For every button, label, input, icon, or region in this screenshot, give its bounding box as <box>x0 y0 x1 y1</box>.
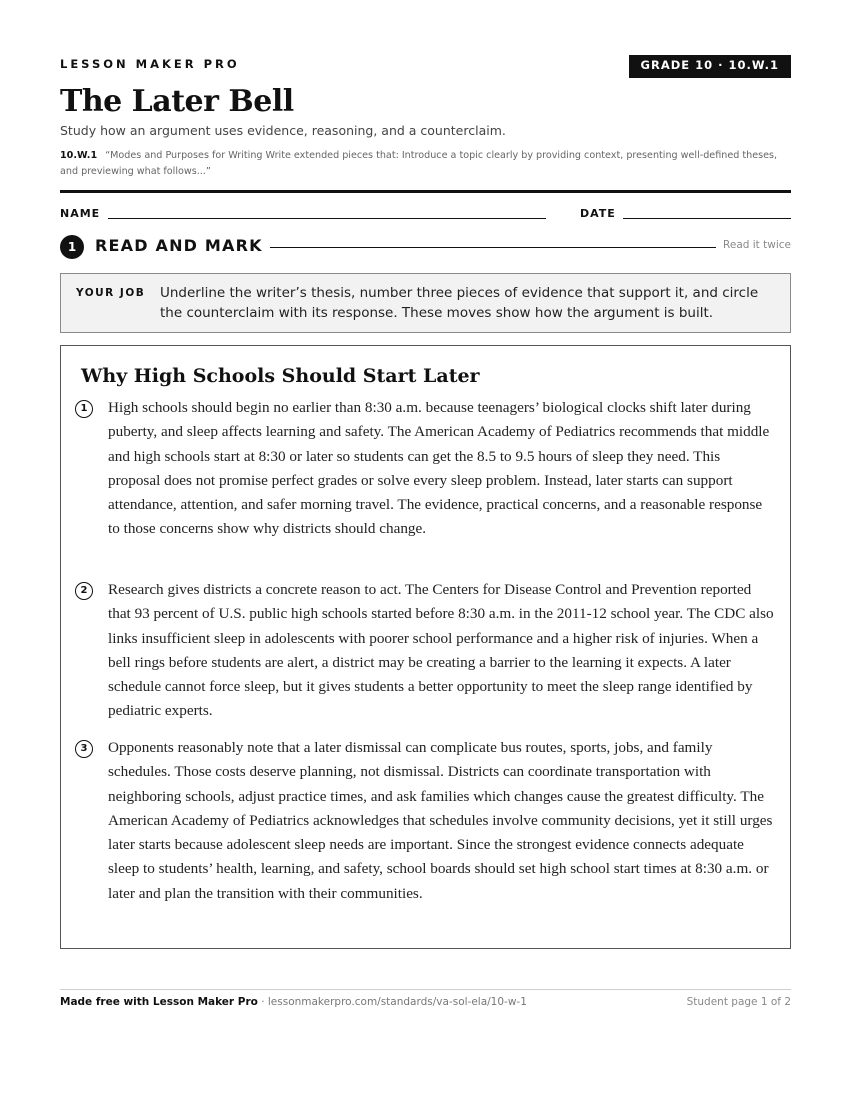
brand-name: LESSON MAKER PRO <box>60 57 240 71</box>
grade-badge: GRADE 10 · 10.W.1 <box>629 55 791 78</box>
name-field[interactable] <box>108 218 546 219</box>
name-label: NAME <box>60 207 101 220</box>
footer-separator: · <box>257 996 268 1008</box>
page-indicator: Student page 1 of 2 <box>686 996 791 1008</box>
passage-box <box>60 345 791 949</box>
section-number-badge: 1 <box>60 235 84 259</box>
standard-code: 10.W.1 <box>60 150 98 161</box>
passage-title: Why High Schools Should Start Later <box>81 365 480 387</box>
paragraph-number: 3 <box>75 740 93 758</box>
footer-url[interactable]: lessonmakerpro.com/standards/va-sol-ela/10-w-1 <box>267 996 527 1008</box>
standard-text: “Modes and Purposes for Writing Write extended pieces that: Introduce a topic clearly by providing context, presenting well-defined theses, and previewing what follows...” <box>60 150 778 177</box>
standard-description <box>60 148 791 180</box>
date-label: DATE <box>580 207 616 220</box>
header-divider <box>60 190 791 193</box>
paragraph-number: 1 <box>75 400 93 418</box>
date-field[interactable] <box>623 218 791 219</box>
paragraph-text: High schools should begin no earlier than 8:30 a.m. because teenagers’ biological clocks shift later during puberty, and sleep affects learning and safety. The American Academy of Pediatrics recommends that middle and high schools start at 8:30 or later so students can get the 8.5 to 9.5 hours of sleep they need. This proposal does not promise perfect grades or solve every sleep problem. Instead, later starts can support attendance, attention, and safer morning travel. The evidence, practical concerns, and a reasonable response to those concerns show why districts should change. <box>108 399 770 538</box>
footer-credit <box>60 996 527 1008</box>
page-title: The Later Bell <box>60 84 294 119</box>
section-title: READ AND MARK <box>95 236 263 255</box>
paragraph-text: Research gives districts a concrete reason to act. The Centers for Disease Control and Prevention reported that 93 percent of U.S. public high schools started before 8:30 a.m. in the 2011-12 school year. The CDC also links insufficient sleep in adolescents with poorer school performance and a higher risk of injuries. When a bell rings before students are alert, a district may be creating a barrier to the learning it expects. A later schedule cannot force sleep, but it gives students a better opportunity to meet the sleep range identified by pediatric experts. <box>108 581 774 720</box>
page-subtitle: Study how an argument uses evidence, reasoning, and a counterclaim. <box>60 123 506 138</box>
section-note: Read it twice <box>723 239 791 251</box>
section-divider <box>270 247 716 248</box>
instructions-text: Underline the writer’s thesis, number three pieces of evidence that support it, and circle the counterclaim with its response. These moves show how the argument is built. <box>160 285 759 321</box>
instructions-box <box>60 273 791 333</box>
paragraph-number: 2 <box>75 582 93 600</box>
instructions-label: YOUR JOB <box>76 287 146 299</box>
paragraph-text: Opponents reasonably note that a later dismissal can complicate bus routes, sports, jobs, and family schedules. Those costs deserve planning, not dismissal. Districts can coordinate transportation with neighboring schools, adjust practice times, and ask families which changes cause the greatest difficulty. The American Academy of Pediatrics acknowledges that schedules involve community decisions, yet it still urges later starts because adolescent sleep needs are important. Since the strongest evidence connects adequate sleep to students’ health, learning, and safety, school boards should set high school start times at 8:30 a.m. or later and plan the transition with their communities. <box>108 739 773 902</box>
footer-made-with: Made free with Lesson Maker Pro <box>60 996 258 1008</box>
footer-divider <box>60 989 791 990</box>
